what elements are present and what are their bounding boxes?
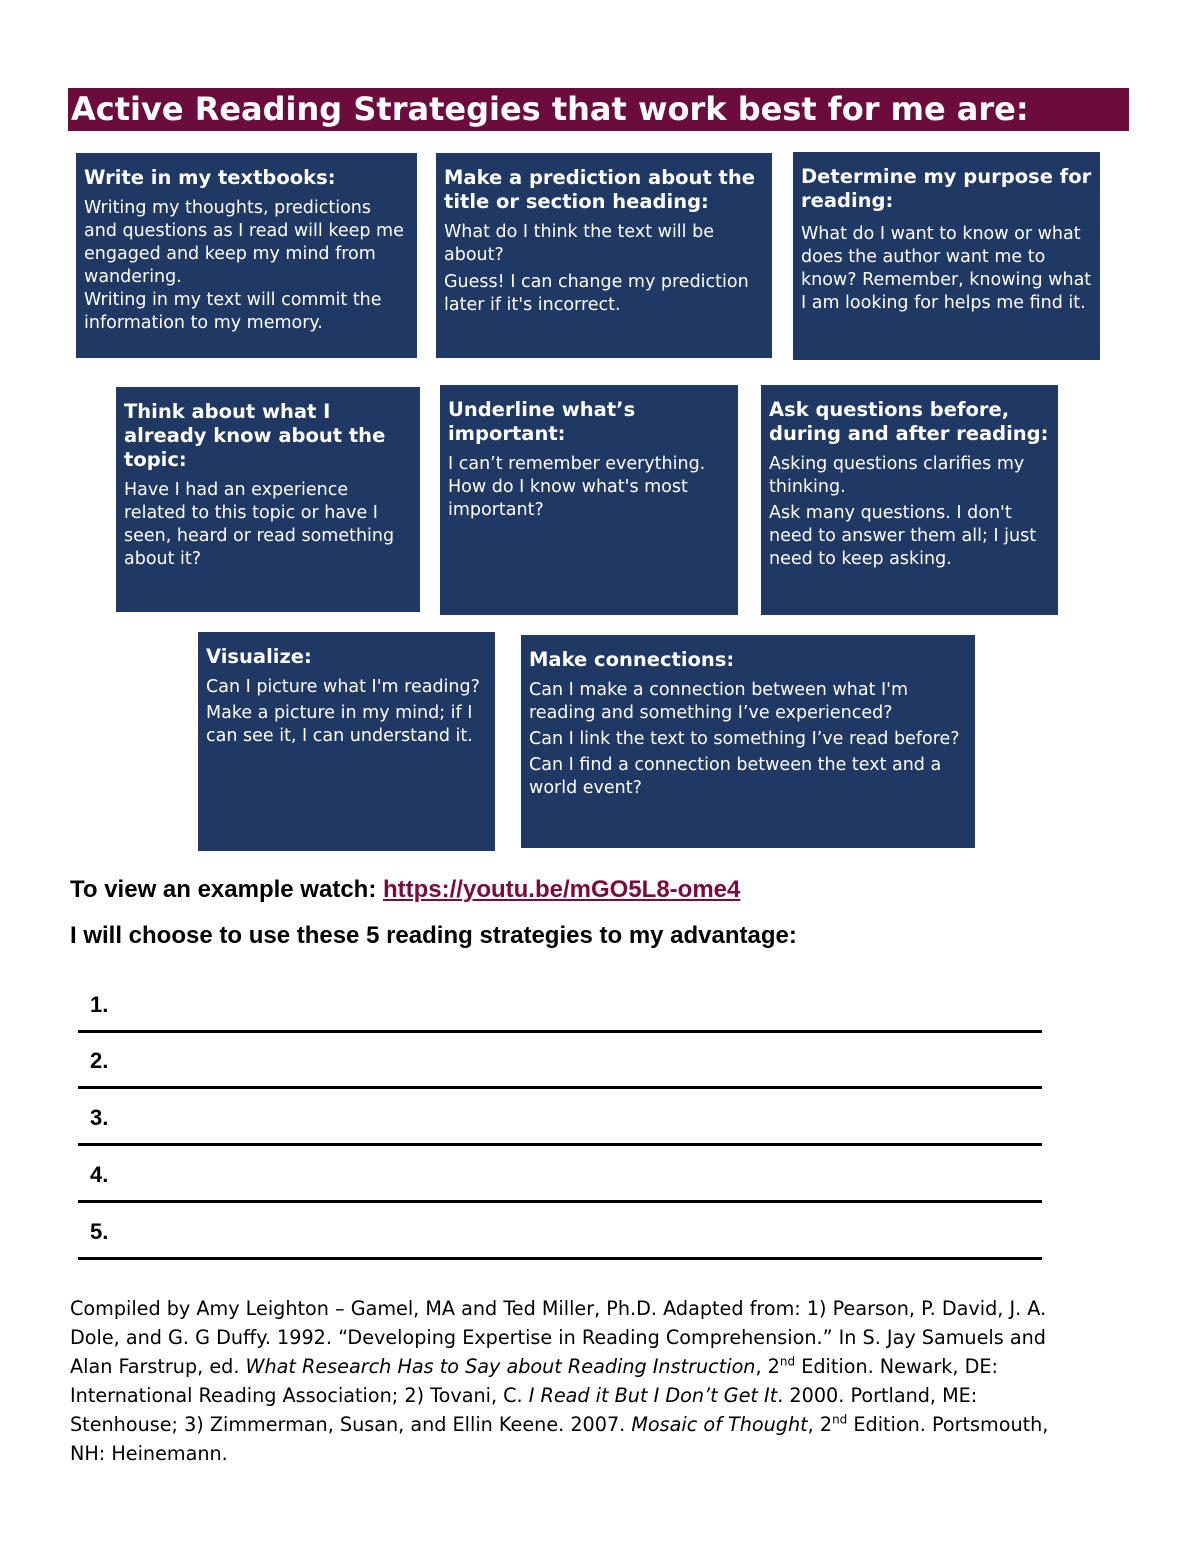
box-text: Can I link the text to something I’ve read before? <box>529 729 960 749</box>
strategy-box-connections <box>521 635 975 848</box>
answer-line-2[interactable] <box>78 1033 1042 1089</box>
box-text: Can I find a connection between the text and a world event? <box>529 755 942 798</box>
book-title: What Research Has to Say about Reading Instruction <box>245 1355 756 1378</box>
strategy-box-underline <box>440 385 738 615</box>
strategy-box-visualize <box>198 632 495 851</box>
box-text: Ask many questions. I don't need to answer them all; I just need to keep asking. <box>769 503 1037 569</box>
example-video-link[interactable]: https://youtu.be/mGO5L8-ome4 <box>382 876 741 903</box>
box-text: What do I want to know or what does the author want me to know? Remember, knowing what I am looking for helps me find it. <box>801 224 1092 313</box>
line-number: 5. <box>90 1219 109 1244</box>
box-text: Writing in my text will commit the information to my memory. <box>84 290 382 333</box>
strategy-box-purpose <box>793 152 1100 360</box>
answer-line-4[interactable] <box>78 1147 1042 1203</box>
example-video-line <box>70 876 740 904</box>
box-heading: Make connections: <box>529 648 735 671</box>
answer-line-5[interactable] <box>78 1204 1042 1260</box>
credits-text: Edition. Portsmouth, NH: Heinemann. <box>70 1413 1049 1465</box>
ordinal-suffix: nd <box>832 1412 848 1427</box>
line-number: 4. <box>90 1162 109 1187</box>
box-text: Have I had an experience related to this topic or have I seen, heard or read something about it? <box>124 480 395 569</box>
strategy-box-prior-knowledge <box>116 387 420 612</box>
box-text: Make a picture in my mind; if I can see it, I can understand it. <box>206 703 473 746</box>
line-number: 2. <box>90 1048 109 1073</box>
box-heading: Determine my purpose for reading: <box>801 165 1092 212</box>
credits-text: , 2 <box>755 1355 780 1378</box>
box-heading: Visualize: <box>206 645 312 668</box>
box-text: Asking questions clarifies my thinking. <box>769 454 1025 497</box>
answer-line-1[interactable] <box>78 977 1042 1033</box>
box-text: Can I picture what I'm reading? <box>206 677 480 697</box>
line-number: 3. <box>90 1105 109 1130</box>
answer-line-3[interactable] <box>78 1090 1042 1146</box>
ordinal-suffix: nd <box>779 1354 796 1369</box>
credits-text: , 2 <box>807 1413 833 1436</box>
choose-instruction: I will choose to use these 5 reading strategies to my advantage: <box>70 922 797 949</box>
box-text: Can I make a connection between what I'm reading and something I’ve experienced? <box>529 680 909 723</box>
strategy-box-questions <box>761 385 1058 615</box>
citation-credits <box>70 1294 1080 1468</box>
box-heading: Ask questions before, during and after reading: <box>769 398 1049 445</box>
example-video-label: To view an example watch: <box>70 876 383 903</box>
box-heading: Write in my textbooks: <box>84 166 336 189</box>
strategy-box-write <box>76 153 417 358</box>
box-text: What do I think the text will be about? <box>444 222 714 265</box>
page-title: Active Reading Strategies that work best for me are: <box>68 88 1129 131</box>
box-text: I can’t remember everything. How do I know what's most important? <box>448 454 706 520</box>
box-text: Guess! I can change my prediction later if it's incorrect. <box>444 272 749 315</box>
box-heading: Think about what I already know about the topic: <box>124 400 386 471</box>
box-text: Writing my thoughts, predictions and questions as I read will keep me engaged and keep my mind from wandering. <box>84 198 404 287</box>
book-title: Mosaic of Thought <box>631 1413 808 1436</box>
strategy-box-predict <box>436 153 772 358</box>
credits-text: Edition. Newark, DE: International Reading Association; 2) Tovani, C. <box>70 1355 998 1407</box>
box-heading: Make a prediction about the title or section heading: <box>444 166 755 213</box>
book-title: I Read it But I Don’t Get It <box>528 1384 778 1407</box>
box-heading: Underline what’s important: <box>448 398 636 445</box>
credits-text: Compiled by Amy Leighton – Gamel, MA and Ted Miller, Ph.D. Adapted from: 1) Pearson, P. David, J. A. Dole, and G. G Duffy. 1992. “Developing Expertise in Reading Comprehension.” In S. Jay Samuels and Alan Farstrup, ed. <box>70 1297 1047 1378</box>
line-number: 1. <box>90 992 109 1017</box>
credits-text: . 2000. Portland, ME: Stenhouse; 3) Zimmerman, Susan, and Ellin Keene. 2007. <box>70 1384 978 1436</box>
